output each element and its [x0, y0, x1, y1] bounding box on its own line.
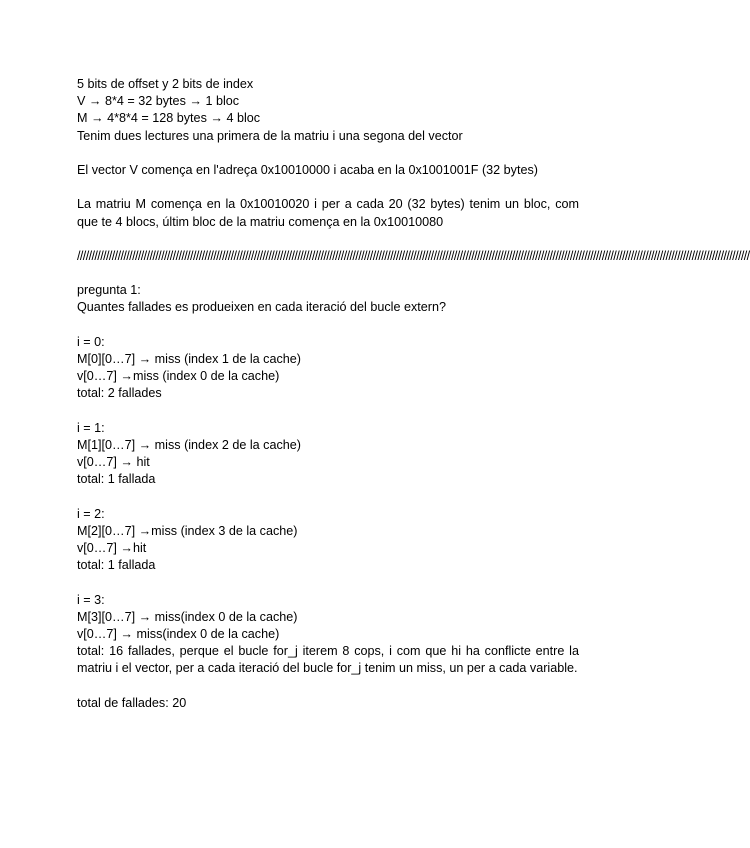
- spacer: [77, 145, 579, 162]
- matrix-address-note: La matriu M comença en la 0x10010020 i per a cada 20 (32 bytes) tenim un bloc, com que te 4 blocs, últim bloc de la matriu comença en la 0x10010080: [77, 197, 579, 229]
- spacer: [77, 489, 579, 506]
- iteration-block-3: [77, 592, 579, 678]
- iteration-matrix-access: M[1][0…7] → miss (index 2 de la cache): [77, 437, 301, 452]
- iteration-header: i = 1:: [77, 420, 105, 435]
- intro-vector-size: V → 8*4 = 32 bytes → 1 bloc: [77, 94, 240, 109]
- iteration-matrix-access: M[0][0…7] → miss (index 1 de la cache): [77, 352, 301, 367]
- intro-reads: Tenim dues lectures una primera de la matriu i una segona del vector: [77, 128, 463, 143]
- question-label: pregunta 1:: [77, 283, 141, 298]
- iteration-block-2: [77, 506, 579, 575]
- iteration-vector-access: v[0…7] → hit: [77, 455, 150, 470]
- iteration-block-0: [77, 334, 579, 403]
- spacer: [77, 678, 579, 695]
- grand-total: total de fallades: 20: [77, 695, 187, 710]
- iteration-total: total: 1 fallada: [77, 558, 156, 573]
- iteration-vector-access: v[0…7] →hit: [77, 541, 147, 556]
- iteration-header: i = 0:: [77, 334, 105, 349]
- iteration-vector-access: v[0…7] → miss(index 0 de la cache): [77, 627, 280, 642]
- spacer: [77, 403, 579, 420]
- iteration-total: total: 1 fallada: [77, 472, 156, 487]
- intro-offset-index: 5 bits de offset y 2 bits de index: [77, 77, 254, 91]
- question-text: Quantes fallades es produeixen en cada iteració del bucle extern?: [77, 300, 446, 315]
- iteration-header: i = 2:: [77, 506, 105, 521]
- iteration-block-1: [77, 420, 579, 489]
- iteration-matrix-access: M[2][0…7] →miss (index 3 de la cache): [77, 523, 298, 538]
- iteration-vector-access: v[0…7] →miss (index 0 de la cache): [77, 369, 280, 384]
- iteration-header: i = 3:: [77, 592, 105, 607]
- iteration-total: total: 16 fallades, perque el bucle for_j iterem 8 cops, i com que hi ha conflicte entre la matriu i el vector, per a cada iteració del bucle for_j tenim un miss, un per a cada variable.: [77, 644, 579, 676]
- spacer: [77, 317, 579, 334]
- spacer: [77, 231, 579, 248]
- document-body: [77, 76, 750, 712]
- intro-matrix-size: M → 4*8*4 = 128 bytes → 4 bloc: [77, 111, 261, 126]
- spacer: [77, 265, 579, 282]
- separator-line: ////////////////////////////////////////////////////////////////////////////////////////////////////////////////////////////////////////////////////////////////////////////////////////////////////////////////////////////////////////: [77, 248, 750, 263]
- vector-address-note: El vector V comença en l'adreça 0x10010000 i acaba en la 0x1001001F (32 bytes): [77, 162, 538, 177]
- spacer: [77, 574, 579, 591]
- iteration-total: total: 2 fallades: [77, 386, 162, 401]
- spacer: [77, 179, 579, 196]
- iteration-matrix-access: M[3][0…7] → miss(index 0 de la cache): [77, 609, 298, 624]
